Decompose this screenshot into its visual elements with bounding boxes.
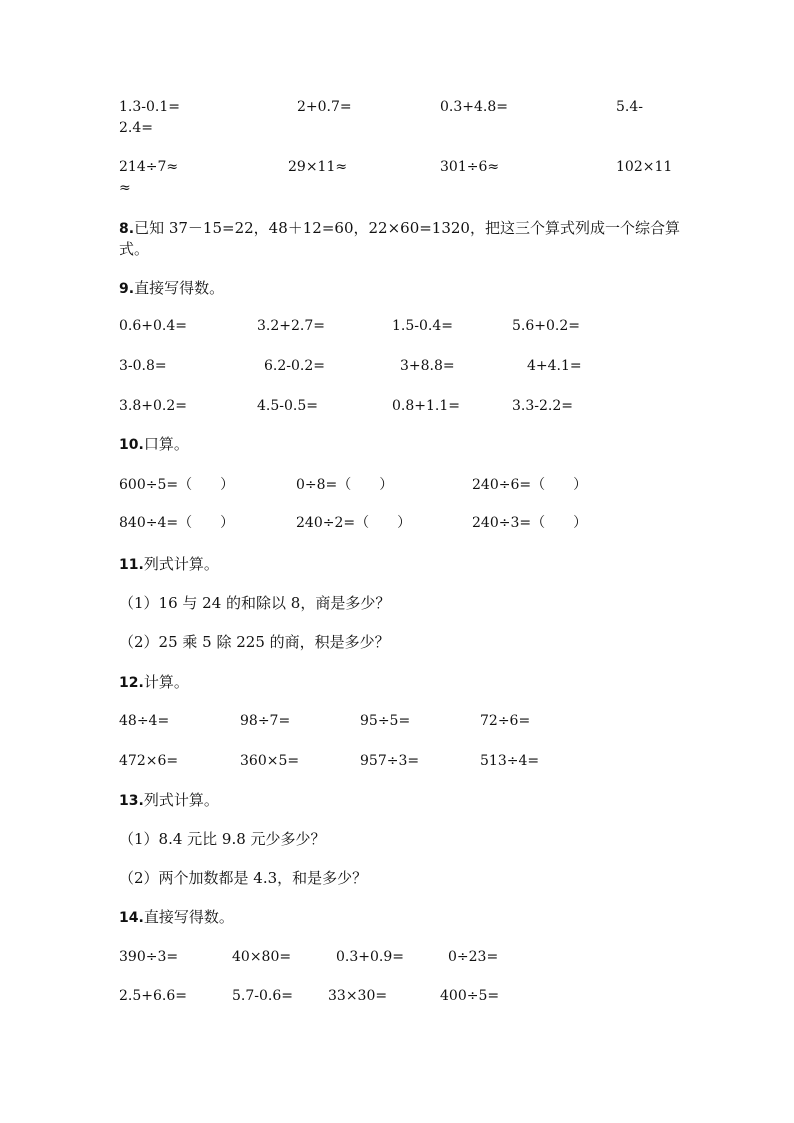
q9-r2-c4: 4+4.1= — [527, 358, 582, 374]
q14-r2-c2: 5.7-0.6= — [232, 988, 293, 1004]
q9-r1-c3: 1.5-0.4= — [392, 318, 453, 334]
q9-r2-c2: 6.2-0.2= — [264, 358, 325, 374]
q7-r2-c1: 2.4= — [119, 120, 153, 136]
q12-r2-c4: 513÷4= — [480, 753, 540, 769]
q10-number: 10. — [119, 437, 144, 453]
q14-r1-c2: 40×80= — [232, 949, 292, 965]
q14-number: 14. — [119, 910, 144, 926]
q9-r3-c1: 3.8+0.2= — [119, 398, 187, 414]
q12-number: 12. — [119, 675, 144, 691]
q13-item-2: （2）两个加数都是 4.3，和是多少？ — [119, 869, 368, 887]
q9-r3-c3: 0.8+1.1= — [392, 398, 460, 414]
q10-r1-c3: 240÷6=（ ） — [472, 477, 588, 493]
q10-r2-c3: 240÷3=（ ） — [472, 515, 588, 531]
q8-text-1: 已知 37－15=22，48＋12=60，22×60=1320，把这三个算式列成一个综合算 — [134, 219, 680, 237]
q12-r1-c4: 72÷6= — [480, 713, 531, 729]
q13-number: 13. — [119, 793, 144, 809]
q14-r1-c1: 390÷3= — [119, 949, 179, 965]
q7-r4-c1: ≈ — [119, 180, 131, 196]
q14-r2-c3: 33×30= — [328, 988, 388, 1004]
q9-r1-c1: 0.6+0.4= — [119, 318, 187, 334]
q7-r1-c2: 2+0.7= — [297, 99, 352, 115]
q7-r1-c3: 0.3+4.8= — [440, 99, 508, 115]
q9-r1-c2: 3.2+2.7= — [257, 318, 325, 334]
q12-title: 计算。 — [143, 673, 189, 691]
q9-title: 直接写得数。 — [134, 279, 225, 297]
q12-r2-c2: 360×5= — [240, 753, 300, 769]
q11-item-1: （1）16 与 24 的和除以 8，商是多少？ — [119, 594, 391, 612]
q12-r1-c3: 95÷5= — [360, 713, 411, 729]
q9-heading — [119, 278, 224, 299]
q13-item-1: （1）8.4 元比 9.8 元少多少？ — [119, 830, 326, 848]
q13-title: 列式计算。 — [143, 791, 219, 809]
q9-r3-c4: 3.3-2.2= — [512, 398, 573, 414]
q11-title: 列式计算。 — [143, 555, 219, 573]
q14-title: 直接写得数。 — [143, 908, 234, 926]
q7-r1-c4: 5.4- — [616, 99, 643, 115]
q13-heading — [119, 790, 219, 811]
q8-number: 8. — [119, 221, 135, 237]
q9-r2-c3: 3+8.8= — [400, 358, 455, 374]
q9-r1-c4: 5.6+0.2= — [512, 318, 580, 334]
q14-r2-c4: 400÷5= — [440, 988, 500, 1004]
q7-r3-c1: 214÷7≈ — [119, 159, 179, 175]
q11-heading — [119, 554, 219, 575]
q10-r2-c1: 840÷4=（ ） — [119, 515, 235, 531]
q7-r3-c2: 29×11≈ — [288, 159, 348, 175]
q10-r1-c1: 600÷5=（ ） — [119, 477, 235, 493]
q11-number: 11. — [119, 557, 144, 573]
q14-r1-c3: 0.3+0.9= — [336, 949, 404, 965]
q14-r2-c1: 2.5+6.6= — [119, 988, 187, 1004]
q9-r3-c2: 4.5-0.5= — [257, 398, 318, 414]
q10-r1-c2: 0÷8=（ ） — [296, 477, 394, 493]
q12-r2-c1: 472×6= — [119, 753, 179, 769]
q10-r2-c2: 240÷2=（ ） — [296, 515, 412, 531]
q12-r1-c1: 48÷4= — [119, 713, 170, 729]
q9-number: 9. — [119, 281, 135, 297]
q12-heading — [119, 672, 189, 693]
q7-r1-c1: 1.3-0.1= — [119, 99, 180, 115]
q12-r1-c2: 98÷7= — [240, 713, 291, 729]
q8-text-2: 式。 — [119, 240, 150, 258]
q7-r3-c4: 102×11 — [616, 159, 673, 175]
q10-title: 口算。 — [143, 435, 189, 453]
q7-r3-c3: 301÷6≈ — [440, 159, 500, 175]
q14-r1-c4: 0÷23= — [448, 949, 499, 965]
q10-heading — [119, 434, 189, 455]
q9-r2-c1: 3-0.8= — [119, 358, 167, 374]
q14-heading — [119, 907, 234, 928]
q8-line1 — [119, 218, 680, 239]
q12-r2-c3: 957÷3= — [360, 753, 420, 769]
q11-item-2: （2）25 乘 5 除 225 的商，积是多少？ — [119, 633, 390, 651]
